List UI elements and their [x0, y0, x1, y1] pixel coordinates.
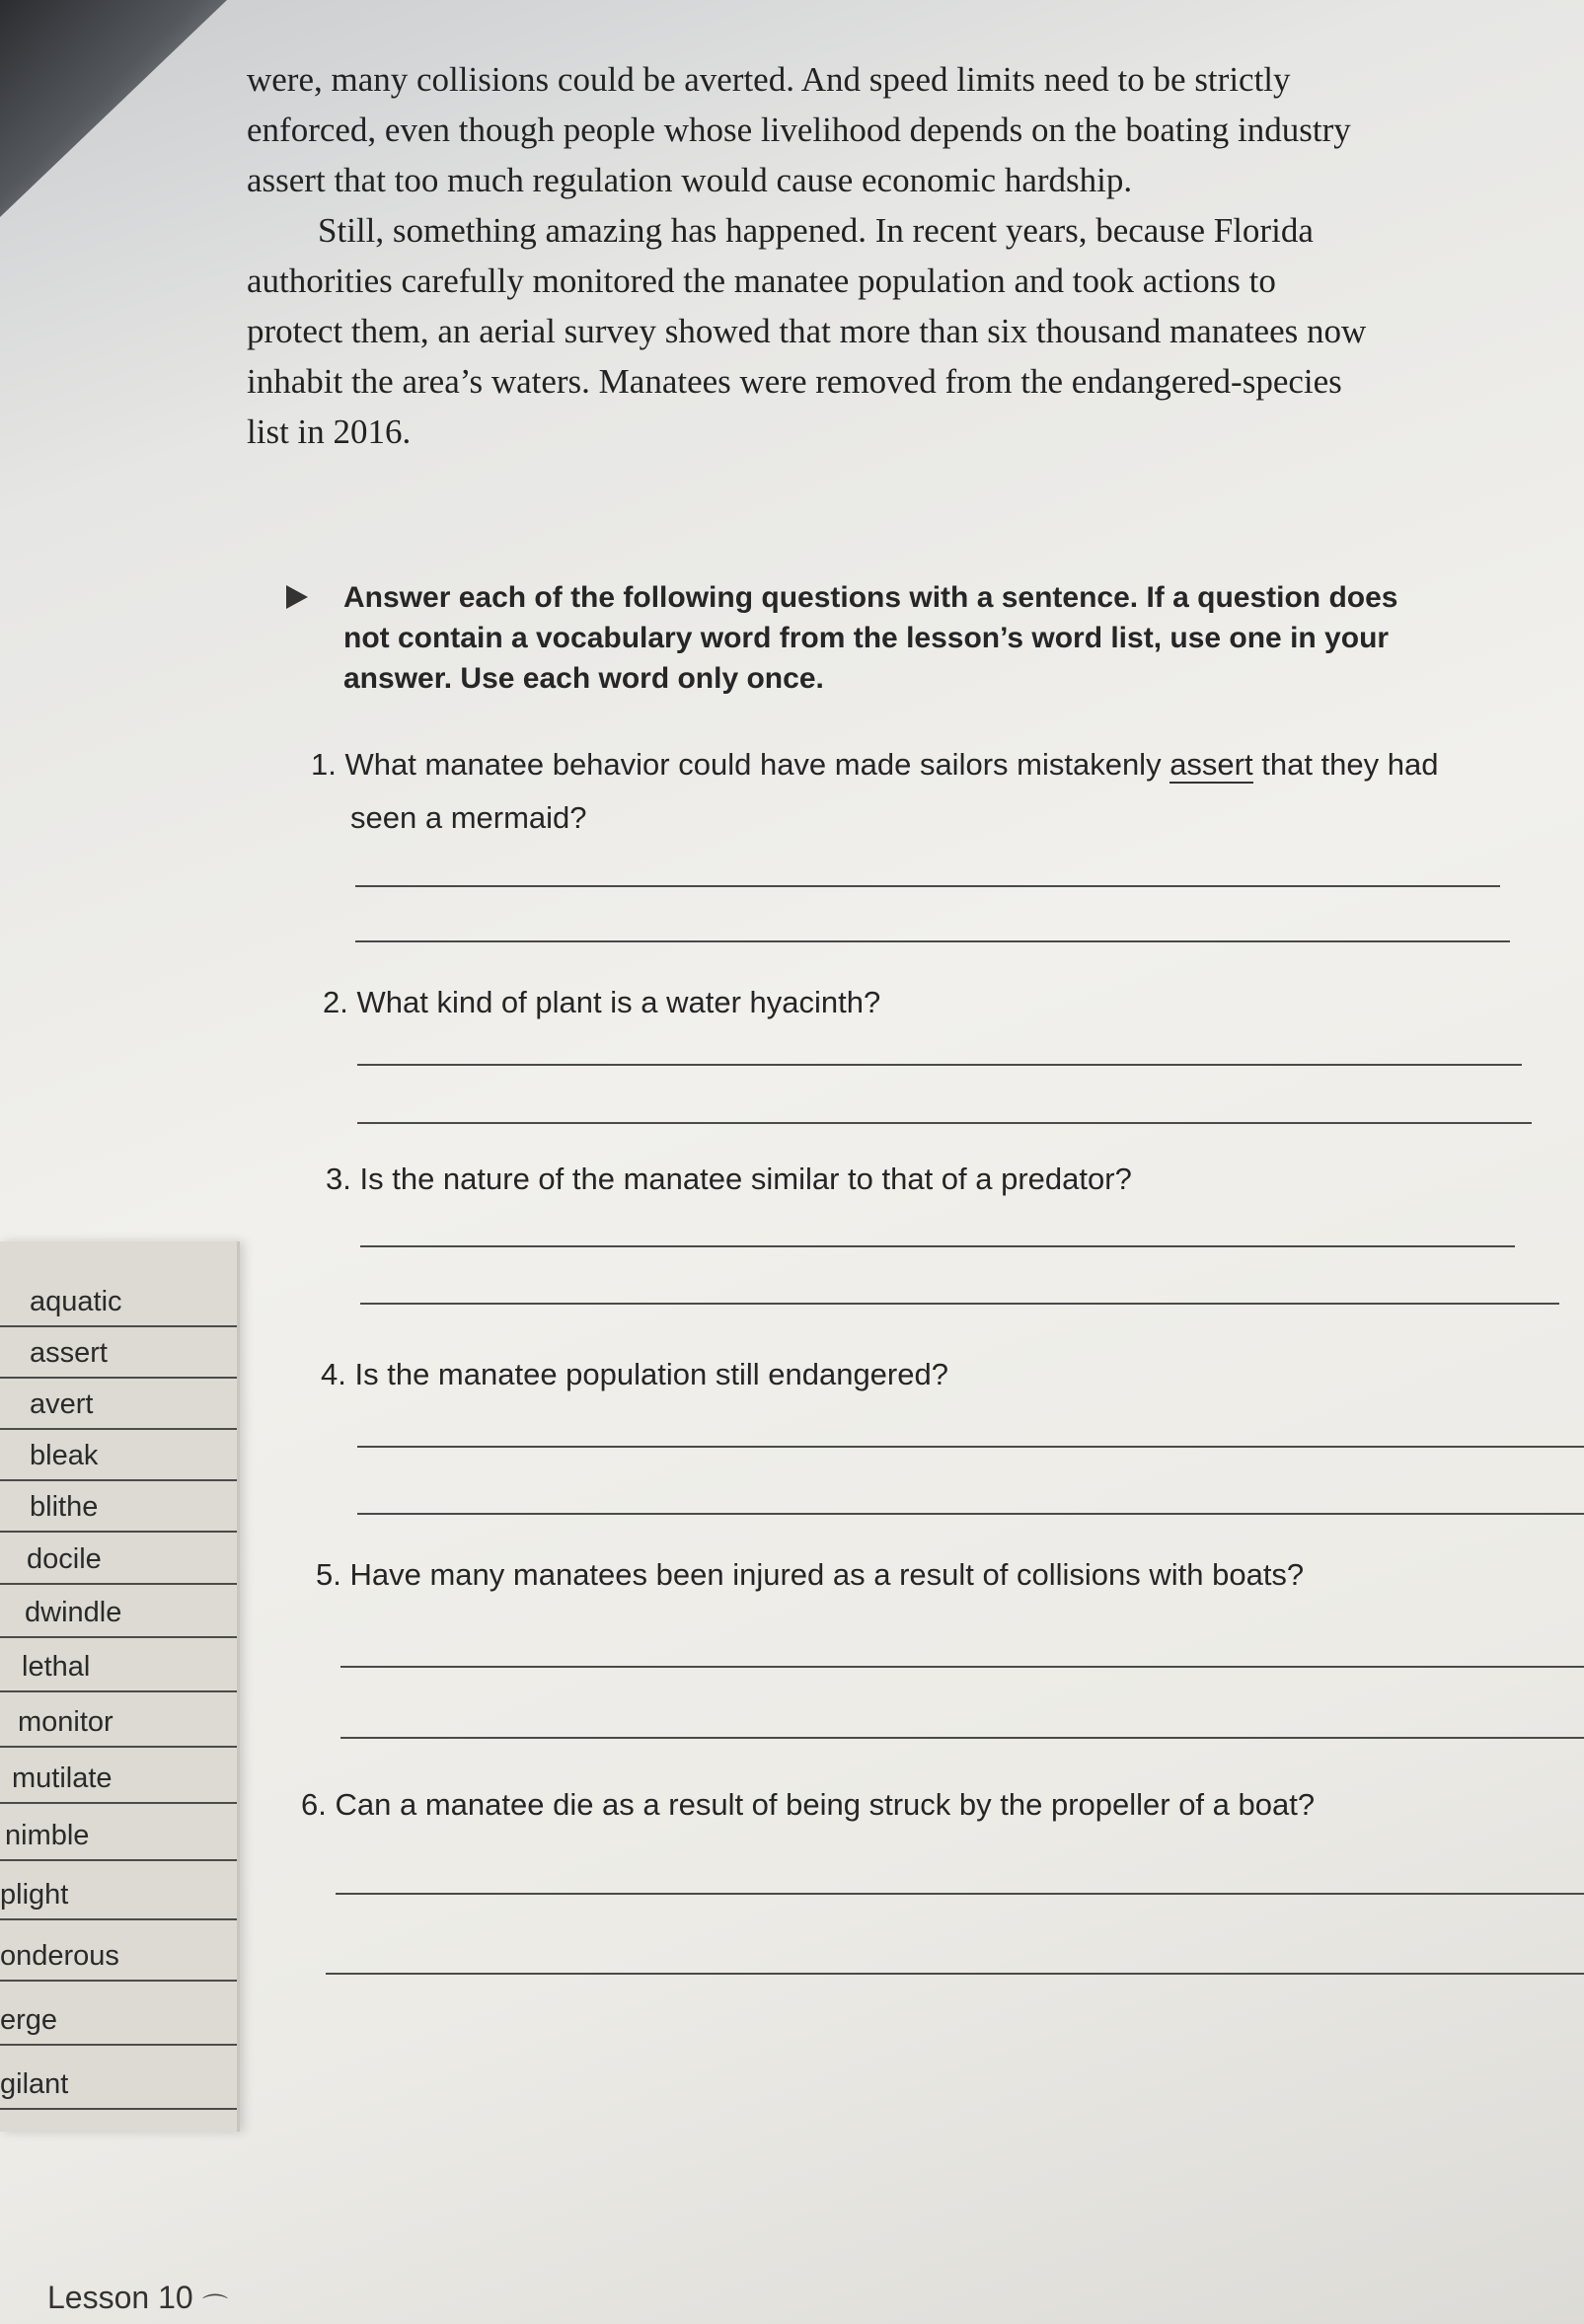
question-text: that they had: [1252, 747, 1439, 782]
question-2: [323, 980, 880, 1025]
question-number: 2.: [323, 985, 348, 1019]
question-text: What manatee behavior could have made sailors mistakenly: [344, 747, 1170, 782]
answer-line[interactable]: [355, 940, 1510, 942]
word-list-item: docile: [0, 1534, 237, 1585]
question-text: Have many manatees been injured as a result of collisions with boats?: [349, 1557, 1305, 1592]
word-list-item: nimble: [0, 1810, 237, 1861]
answer-line[interactable]: [357, 1122, 1532, 1124]
answer-line[interactable]: [340, 1737, 1584, 1739]
question-4: [321, 1352, 948, 1397]
word-list-item: bleak: [0, 1430, 237, 1481]
question-text: Is the manatee population still endangered?: [354, 1357, 948, 1391]
question-3: [326, 1157, 1132, 1202]
question-5: [316, 1552, 1304, 1598]
answer-line[interactable]: [360, 1303, 1559, 1305]
question-number: 5.: [316, 1557, 341, 1592]
word-list-item: lethal: [0, 1641, 237, 1692]
question-number: 3.: [326, 1162, 351, 1196]
instructions: [296, 577, 1451, 699]
answer-line[interactable]: [360, 1245, 1515, 1247]
word-list-item: dwindle: [0, 1587, 237, 1638]
passage-paragraph-1: were, many collisions could be averted. And speed limits need to be strictly enforced, even though people whose livelihood depends on the boating industry assert that too much regulation would cause economic hardship.: [247, 60, 1351, 199]
passage-paragraph-2: Still, something amazing has happened. In recent years, because Florida authorities carefully monitored the manatee population and took actions to protect them, an aerial survey showed that more than six thousand manatees now inhabit the area’s waters. Manatees were removed from the endangered-species list in 2016.: [247, 211, 1367, 451]
question-text: What kind of plant is a water hyacinth?: [356, 985, 881, 1019]
answer-line[interactable]: [355, 885, 1500, 887]
instructions-text: Answer each of the following questions with a sentence. If a question does not contain a vocabulary word from the lesson’s word list, use one in your answer. Use each word only once.: [343, 581, 1398, 695]
word-list-panel: [0, 1241, 240, 2132]
lesson-footer: Lesson 10: [47, 2280, 193, 2315]
word-list-item: assert: [0, 1327, 237, 1379]
vocab-word-underlined: assert: [1169, 747, 1253, 782]
question-number: 1.: [311, 747, 337, 782]
reading-passage: [247, 54, 1372, 457]
word-list-item: mutilate: [0, 1753, 237, 1804]
answer-line[interactable]: [326, 1973, 1584, 1975]
question-number: 4.: [321, 1357, 346, 1391]
answer-line[interactable]: [357, 1513, 1584, 1515]
word-list-item: plight: [0, 1869, 237, 1920]
answer-line[interactable]: [357, 1064, 1522, 1066]
question-6: [301, 1782, 1315, 1828]
word-list-item: gilant: [0, 2059, 237, 2110]
question-text: Is the nature of the manatee similar to that of a predator?: [359, 1162, 1132, 1196]
lesson-tab-icon: ⌒: [202, 2292, 229, 2322]
arrow-bullet-icon: [286, 585, 308, 609]
answer-line[interactable]: [336, 1893, 1584, 1895]
word-list-item: avert: [0, 1379, 237, 1430]
answer-line[interactable]: [340, 1666, 1584, 1668]
word-list-item: monitor: [0, 1696, 237, 1748]
answer-line[interactable]: [357, 1446, 1584, 1448]
question-1: [311, 742, 1535, 787]
page-shadow: [0, 0, 227, 217]
word-list-item: onderous: [0, 1930, 237, 1982]
question-number: 6.: [301, 1787, 327, 1822]
question-text: Can a manatee die as a result of being struck by the propeller of a boat?: [335, 1787, 1316, 1822]
word-list-item: erge: [0, 1994, 237, 2046]
word-list-item: aquatic: [0, 1276, 237, 1327]
word-list-item: blithe: [0, 1481, 237, 1533]
question-1-line-2: seen a mermaid?: [350, 800, 587, 835]
